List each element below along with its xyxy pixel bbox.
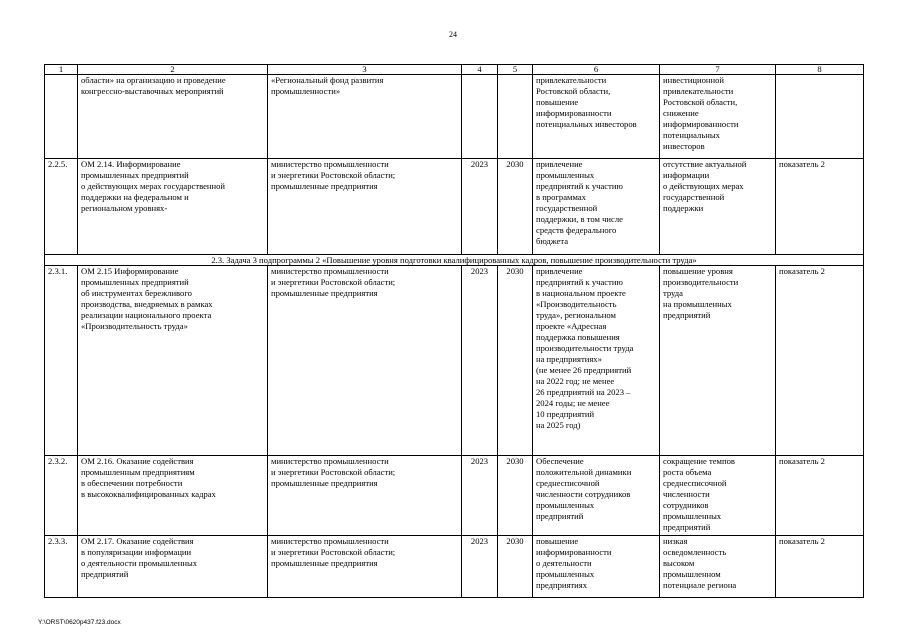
executor: министерство промышленности и энергетики Ростовской области; промышленные предприятия	[268, 159, 462, 255]
indicator-link	[776, 75, 864, 159]
section-heading: 2.3. Задача 3 подпрограммы 2 «Повышение уровня подготовки квалифицированных кадров, повышение производительности труда»	[45, 255, 864, 266]
expected-result: привлекательности Ростовской области, повышение информированности потенциальных инвесторов	[533, 75, 660, 159]
indicator-link: показатель 2	[776, 159, 864, 255]
row-number: 2.3.1.	[45, 266, 78, 456]
end-year: 2030	[498, 456, 533, 536]
measure-name: области» на организацию и проведение конгрессно-выставочных мероприятий	[78, 75, 268, 159]
column-number: 1	[45, 65, 78, 75]
indicator-link: показатель 2	[776, 266, 864, 456]
column-number: 6	[533, 65, 660, 75]
executor: министерство промышленности и энергетики Ростовской области; промышленные предприятия	[268, 456, 462, 536]
executor: министерство промышленности и энергетики Ростовской области; промышленные предприятия	[268, 266, 462, 456]
indicator-link: показатель 2	[776, 456, 864, 536]
consequences: отсутствие актуальной информации о действующих мерах государственной поддержки	[660, 159, 776, 255]
page-number: 24	[449, 30, 457, 39]
column-number: 4	[462, 65, 498, 75]
column-number: 8	[776, 65, 864, 75]
start-year: 2023	[462, 266, 498, 456]
end-year: 2030	[498, 159, 533, 255]
row-number: 2.3.2.	[45, 456, 78, 536]
row-number: 2.3.3.	[45, 536, 78, 598]
measure-name: ОМ 2.17. Оказание содействия в популяризации информации о деятельности промышленных предприятий	[78, 536, 268, 598]
start-year	[462, 75, 498, 159]
file-path-footer: Y:\ORST\0620p437.f23.docx	[38, 619, 121, 626]
measure-name: ОМ 2.16. Оказание содействия промышленным предприятиям в обеспечении потребности в высококвалифицированных кадрах	[78, 456, 268, 536]
consequences: инвестиционной привлекательности Ростовской области, снижение информированности потенциальных инвесторов	[660, 75, 776, 159]
consequences: сокращение темпов роста объема среднесписочной численности сотрудников промышленных предприятий	[660, 456, 776, 536]
start-year: 2023	[462, 536, 498, 598]
column-number: 3	[268, 65, 462, 75]
consequences: повышение уровня производительности труда на промышленных предприятий	[660, 266, 776, 456]
measure-name: ОМ 2.14. Информирование промышленных предприятий о действующих мерах государственной поддержки на федеральном и региональном уровнях-	[78, 159, 268, 255]
table-row	[45, 456, 864, 536]
table-row	[45, 159, 864, 255]
end-year	[498, 75, 533, 159]
column-number-row	[45, 65, 864, 75]
section-heading-row	[45, 255, 864, 266]
start-year: 2023	[462, 456, 498, 536]
expected-result: повышение информированности о деятельности промышленных предприятиях	[533, 536, 660, 598]
measures-table	[44, 64, 864, 598]
table-row	[45, 266, 864, 456]
consequences: низкая осведомленность высоком промышленном потенциале региона	[660, 536, 776, 598]
row-number: 2.2.5.	[45, 159, 78, 255]
column-number: 7	[660, 65, 776, 75]
end-year: 2030	[498, 266, 533, 456]
column-number: 2	[78, 65, 268, 75]
end-year: 2030	[498, 536, 533, 598]
expected-result: привлечение предприятий к участию в национальном проекте «Производительность труда», региональном проекте «Адресная поддержка повышения производительности труда на предприятиях» (не менее 26 предприятий на 2022 год; не менее 26 предприятий на 2023 – 2024 годы; не менее 10 предприятий на 2025 год)	[533, 266, 660, 456]
expected-result: Обеспечение положительной динамики среднесписочной численности сотрудников промышленных предприятий	[533, 456, 660, 536]
row-number	[45, 75, 78, 159]
executor: министерство промышленности и энергетики Ростовской области; промышленные предприятия	[268, 536, 462, 598]
start-year: 2023	[462, 159, 498, 255]
table-row	[45, 536, 864, 598]
executor: «Региональный фонд развития промышленности»	[268, 75, 462, 159]
indicator-link: показатель 2	[776, 536, 864, 598]
expected-result: привлечение промышленных предприятий к участию в программах государственной поддержки, в том числе средств федерального бюджета	[533, 159, 660, 255]
table-row	[45, 75, 864, 159]
column-number: 5	[498, 65, 533, 75]
measure-name: ОМ 2.15 Информирование промышленных предприятий об инструментах бережливого производства, внедряемых в рамках реализации национального проекта «Производительность труда»	[78, 266, 268, 456]
